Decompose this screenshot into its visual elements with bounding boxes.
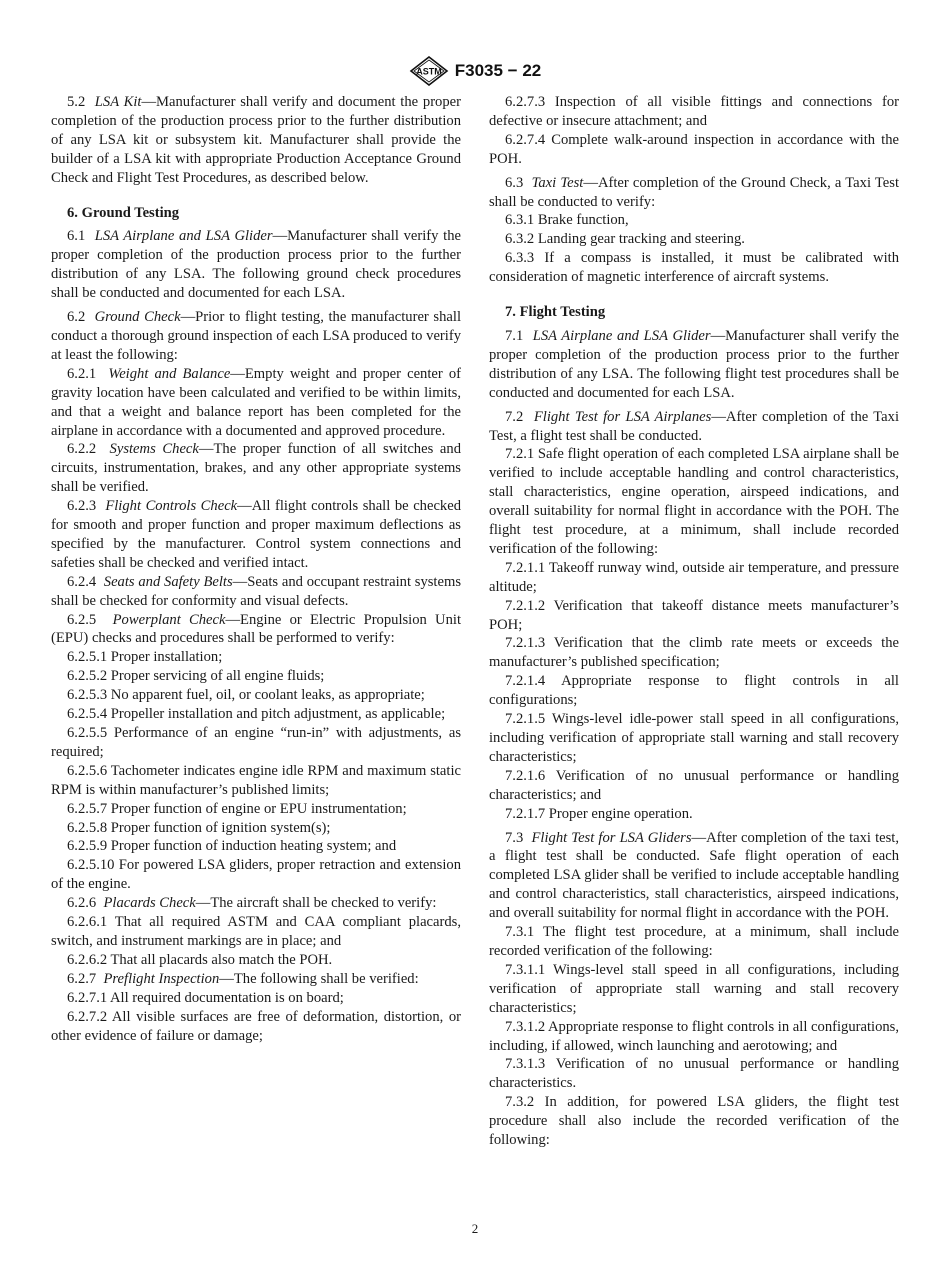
section-6-2-7-2: 6.2.7.2 All visible surfaces are free of deformation, distortion, or other evidence of failure or damage; xyxy=(51,1008,461,1044)
section-7-2: 7.2 Flight Test for LSA Airplanes—After completion of the Taxi Test, a flight test shall be conducted. xyxy=(489,408,900,444)
section-6-2-5-9: 6.2.5.9 Proper function of induction heating system; and xyxy=(67,838,397,855)
section-6-2: 6.2 Ground Check—Prior to flight testing, the manufacturer shall conduct a thorough ground inspection of each LSA produced to verify at least the following: xyxy=(51,309,461,363)
page-number: 2 xyxy=(471,1221,479,1236)
section-6-2-6-2: 6.2.6.2 That all placards also match the POH. xyxy=(67,951,333,968)
section-5-2: 5.2 LSA Kit—Manufacturer shall verify and document the proper completion of the production process prior to the further distribution of any LSA kit or subsystem kit. Manufacturer shall provide the builder of a LSA kit with appropriate Production Acceptance Ground Check and Flight Test Procedures, as described below. xyxy=(51,94,461,186)
section-7-2-1-4: 7.2.1.4 Appropriate response to flight controls in all configurations; xyxy=(489,673,899,709)
section-6-2-5-10: 6.2.5.10 For powered LSA gliders, proper retraction and extension of the engine. xyxy=(51,857,461,893)
astm-logo-text: ASTM xyxy=(416,66,442,77)
section-7-2-1-1: 7.2.1.1 Takeoff runway wind, outside air temperature, and pressure altitude; xyxy=(489,559,899,595)
section-6-2-5-5: 6.2.5.5 Performance of an engine “run-in” with adjustments, as required; xyxy=(51,725,461,760)
section-6-2-5-4: 6.2.5.4 Propeller installation and pitch adjustment, as applicable; xyxy=(67,706,446,723)
astm-logo xyxy=(409,56,449,86)
section-7-2-1-3: 7.2.1.3 Verification that the climb rate meets or exceeds the manufacturer’s published specification; xyxy=(489,635,899,671)
section-6-2-7-3: 6.2.7.3 Inspection of all visible fittings and connections for defective or insecure attachment; and xyxy=(489,94,899,129)
section-7-1: 7.1 LSA Airplane and LSA Glider—Manufacturer shall verify the proper completion of the production process prior to the further distribution of any LSA. The following flight test procedures shall be conducted and documented for each LSA. xyxy=(489,327,900,401)
section-6-2-5-1: 6.2.5.1 Proper installation; xyxy=(67,649,223,666)
section-6-2-3: 6.2.3 Flight Controls Check—All flight controls shall be checked for smooth and proper function and proper maximum deflections as specified by the manufacturer. Control system connections and safeties shall be checked and verified intact. xyxy=(51,498,462,571)
heading-flight-testing: 7. Flight Testing xyxy=(505,304,606,321)
section-7-3-1-3: 7.3.1.3 Verification of no unusual performance or handling characteristics. xyxy=(489,1056,899,1092)
section-7-3: 7.3 Flight Test for LSA Gliders—After completion of the taxi test, a flight test shall be conducted. Safe flight operation of each completed LSA glider shall be verified to include acceptable handling and control characteristics, stall characteristics, airspeed indications, and overall suitability for normal flight in accordance with the POH. xyxy=(489,829,899,922)
section-6-2-6-1: 6.2.6.1 That all required ASTM and CAA compliant placards, switch, and instrument markings are in place; and xyxy=(51,914,461,949)
section-6-2-5-2: 6.2.5.2 Proper servicing of all engine fluids; xyxy=(67,668,325,685)
section-6-3: 6.3 Taxi Test—After completion of the Ground Check, a Taxi Test shall be conducted to verify: xyxy=(489,174,900,210)
section-7-2-1-6: 7.2.1.6 Verification of no unusual performance or handling characteristics; and xyxy=(489,767,899,803)
section-6-2-5-6: 6.2.5.6 Tachometer indicates engine idle RPM and maximum static RPM is within manufacturer’s published limits; xyxy=(51,762,461,798)
section-7-3-1: 7.3.1 The flight test procedure, at a minimum, shall include recorded verification of the following: xyxy=(489,924,899,959)
section-6-2-5-8: 6.2.5.8 Proper function of ignition system(s); xyxy=(67,819,331,836)
section-6-2-6: 6.2.6 Placards Check—The aircraft shall be checked to verify: xyxy=(67,895,437,912)
section-7-3-1-2: 7.3.1.2 Appropriate response to flight controls in all configurations, including, if allowed, winch launching and aerotowing; and xyxy=(489,1018,899,1054)
section-6-2-5-7: 6.2.5.7 Proper function of engine or EPU instrumentation; xyxy=(67,800,407,817)
section-title: LSA Kit xyxy=(94,94,142,110)
section-6-1: 6.1 LSA Airplane and LSA Glider—Manufacturer shall verify the proper completion of the production process prior to the further distribution of any LSA. The following ground check procedures shall be conducted and documented for each LSA. xyxy=(51,228,462,302)
section-6-2-5: 6.2.5 Powerplant Check—Engine or Electric Propulsion Unit (EPU) checks and procedures shall be performed to verify: xyxy=(51,611,461,647)
left-column xyxy=(51,93,461,1045)
section-7-2-1-5: 7.2.1.5 Wings-level idle-power stall speed in all configurations, including verification of appropriate stall warning and stall recovery characteristics; xyxy=(489,711,899,765)
section-6-2-2: 6.2.2 Systems Check—The proper function of all switches and circuits, instrumentation, brakes, and any other appropriate systems shall be verified. xyxy=(51,441,462,496)
section-6-2-7-4: 6.2.7.4 Complete walk-around inspection in accordance with the POH. xyxy=(489,131,899,167)
page-header xyxy=(0,56,950,86)
heading-ground-testing: 6. Ground Testing xyxy=(67,204,180,221)
section-6-2-7: 6.2.7 Preflight Inspection—The following shall be verified: xyxy=(67,970,419,987)
section-6-2-4: 6.2.4 Seats and Safety Belts—Seats and occupant restraint systems shall be checked for conformity and visual defects. xyxy=(51,573,461,609)
section-7-3-1-1: 7.3.1.1 Wings-level stall speed in all configurations, including verification of appropriate stall warning and stall recovery characteristics; xyxy=(489,961,899,1016)
section-7-3-2: 7.3.2 In addition, for powered LSA gliders, the flight test procedure shall also include the recorded verification of the following: xyxy=(489,1094,899,1149)
section-7-2-1-2: 7.2.1.2 Verification that takeoff distance meets manufacturer’s POH; xyxy=(489,597,899,633)
section-6-3-3: 6.3.3 If a compass is installed, it must be calibrated with consideration of magnetic interference of aircraft systems. xyxy=(489,250,899,286)
section-6-3-2: 6.3.2 Landing gear tracking and steering. xyxy=(505,231,745,248)
section-6-2-7-1: 6.2.7.1 All required documentation is on board; xyxy=(67,989,344,1006)
section-6-3-1: 6.3.1 Brake function, xyxy=(505,212,629,229)
section-6-2-5-3: 6.2.5.3 No apparent fuel, oil, or coolant leaks, as appropriate; xyxy=(67,687,425,704)
section-6-2-1: 6.2.1 Weight and Balance—Empty weight and proper center of gravity location have been calculated and verified to be within limits, and that a weight and balance report has been completed for the airplane in accordance with a documented and approved procedure. xyxy=(51,365,461,439)
section-7-2-1: 7.2.1 Safe flight operation of each completed LSA airplane shall be verified to include acceptable handling and control characteristics, stall characteristics, engine operation, airspeed indications, and overall suitability for normal flight in accordance with the POH. The flight test procedure, at a minimum, shall include recorded verification of the following: xyxy=(489,446,899,557)
standard-designation: F3035 − 22 xyxy=(454,61,542,80)
section-7-2-1-7: 7.2.1.7 Proper engine operation. xyxy=(505,805,693,822)
right-column xyxy=(489,93,899,1150)
